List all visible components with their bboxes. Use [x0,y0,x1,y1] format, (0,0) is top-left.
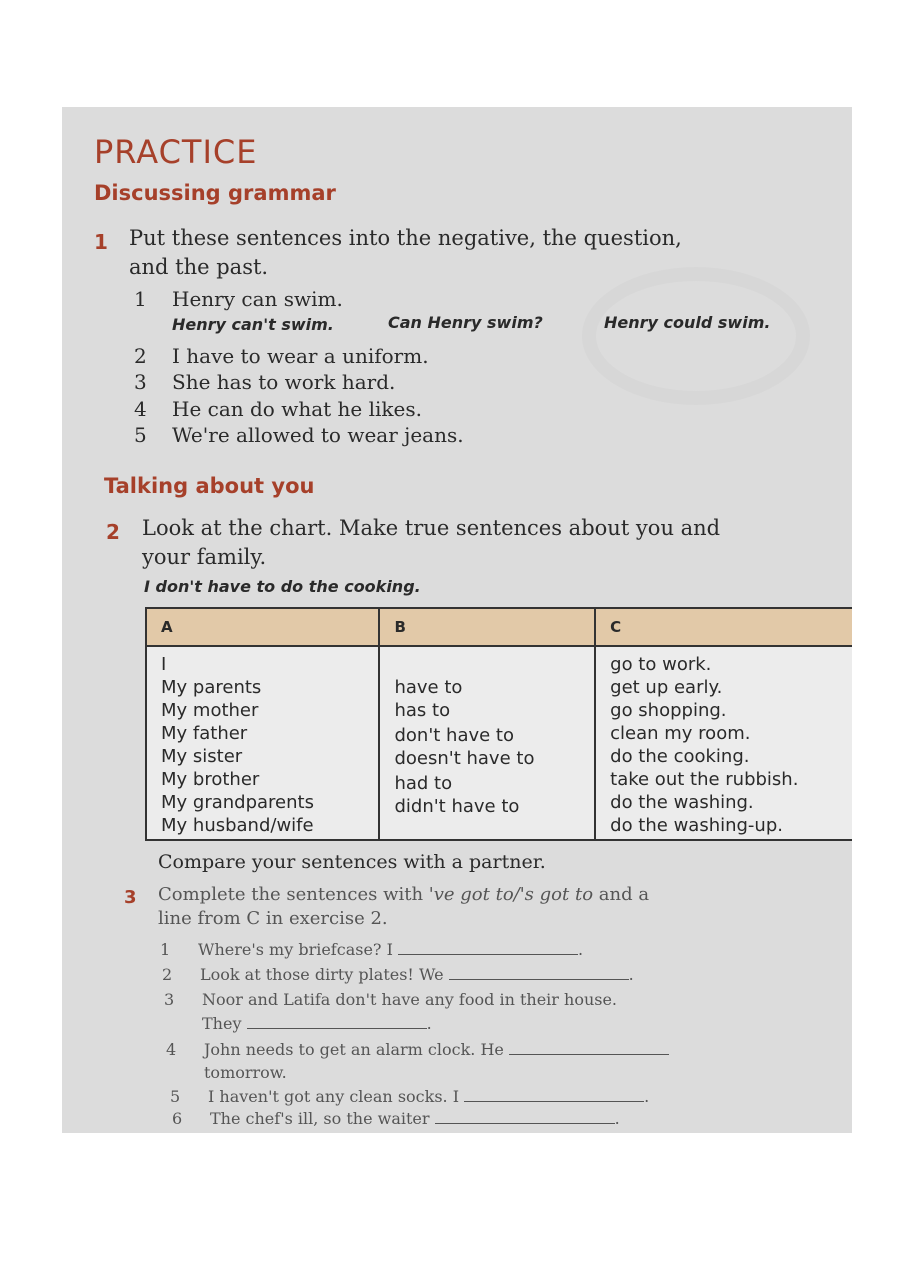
activity-option: get up early. [610,677,723,698]
item-end: . [426,1014,432,1033]
item-text: Look at those dirty plates! We [200,965,444,984]
exercise-1-example [134,287,343,311]
table-row [146,646,852,840]
item-end: . [577,940,584,959]
instruction-line: line from C in exercise 2. [158,908,388,929]
item-text: She has to work hard. [172,370,396,394]
exercise-number-1: 1 [94,230,108,254]
answer-blank[interactable] [464,1087,644,1102]
column-header: A [146,608,379,646]
gap-fill-item [172,1109,620,1128]
item-end: . [628,965,634,984]
column-c-cell [595,646,852,840]
activity-option: do the washing. [610,792,754,813]
modal-option: have to [394,677,463,698]
gap-fill-item-continued [204,1063,287,1082]
column-header: B [379,608,595,646]
item-number: 5 [170,1087,181,1106]
item-text: They [202,1014,242,1033]
subject-option: My father [161,723,248,744]
list-item [134,397,422,421]
section-title-discussing-grammar: Discussing grammar [94,181,336,205]
gap-fill-item [160,940,583,959]
subject-option: My parents [161,677,262,698]
answer-blank[interactable] [435,1109,615,1124]
section-title-talking-about-you: Talking about you [104,474,315,498]
instruction-text: Complete the sentences with [158,884,429,905]
gap-fill-item [170,1087,649,1106]
exercise-2-instruction [142,514,720,572]
modal-option: had to [394,773,453,794]
item-number: 4 [166,1040,177,1059]
item-number: 1 [134,287,147,311]
modal-option: has to [394,700,451,721]
gap-fill-item [162,965,634,984]
instruction-text: and a [593,884,650,905]
activity-option: do the washing-up. [610,815,783,836]
item-end: . [614,1109,620,1128]
item-text: Where's my briefcase? I [198,940,393,959]
activity-option: do the cooking. [610,746,750,767]
subject-option: My brother [161,769,260,790]
answer-blank[interactable] [398,940,578,955]
activity-option: go shopping. [610,700,727,721]
subject-option: My husband/wife [161,815,314,836]
item-number: 6 [172,1109,183,1128]
item-end: . [644,1087,650,1106]
item-text: tomorrow. [204,1063,287,1082]
subject-option: My sister [161,746,243,767]
answer-blank[interactable] [509,1040,669,1055]
item-number: 3 [164,990,175,1009]
model-sentence: I don't have to do the cooking. [144,577,421,596]
list-item [134,344,429,368]
item-text: I haven't got any clean socks. I [208,1087,460,1106]
activity-option: take out the rubbish. [610,769,799,790]
gap-fill-item [164,990,617,1009]
instruction-line: Put these sentences into the negative, the question, [129,226,682,250]
column-b-cell [379,646,595,840]
exercise-3-instruction [158,883,649,931]
page-photo [62,107,852,1133]
item-text: I have to wear a uniform. [172,344,429,368]
column-a-cell [146,646,379,840]
instruction-line: and the past. [129,255,269,279]
subject-option: My grandparents [161,792,314,813]
gap-fill-item-continued [202,1014,432,1033]
column-header: C [595,608,852,646]
item-number: 3 [134,370,147,394]
answer-blank[interactable] [247,1014,427,1029]
item-text: Noor and Latifa don't have any food in their house. [202,990,618,1009]
instruction-line: Look at the chart. Make true sentences about you and [142,516,721,540]
list-item [134,370,395,394]
item-number: 4 [134,397,147,421]
item-text: Henry can swim. [172,287,343,311]
activity-option: clean my room. [610,723,751,744]
chart-table [145,607,852,841]
exercise-number-3: 3 [124,887,137,908]
table-header-row [146,608,852,646]
item-text: The chef's ill, so the waiter [210,1109,430,1128]
list-item [134,423,464,447]
answer-blank[interactable] [449,965,629,980]
item-number: 5 [134,423,147,447]
item-number: 2 [162,965,173,984]
subject-option: My mother [161,700,259,721]
modal-option: doesn't have to [394,748,535,769]
item-text: John needs to get an alarm clock. He [204,1040,504,1059]
bleed-through-shape [582,267,810,405]
model-answer: Can Henry swim? [388,313,543,332]
item-text: He can do what he likes. [172,397,422,421]
instruction-italic: 've got to/'s got to [428,884,594,905]
page-heading: PRACTICE [94,133,258,171]
item-number: 1 [160,940,171,959]
item-text: We're allowed to wear jeans. [172,423,464,447]
instruction-line: your family. [142,545,267,569]
activity-option: go to work. [610,654,712,675]
subject-option: I [161,654,167,675]
modal-option: don't have to [394,725,514,746]
gap-fill-item [166,1040,669,1059]
exercise-1-instruction [129,224,682,282]
model-answer: Henry could swim. [604,313,771,332]
compare-instruction: Compare your sentences with a partner. [158,851,546,873]
model-answer: Henry can't swim. [172,315,334,334]
modal-option: didn't have to [394,796,520,817]
item-number: 2 [134,344,147,368]
exercise-number-2: 2 [106,520,120,544]
